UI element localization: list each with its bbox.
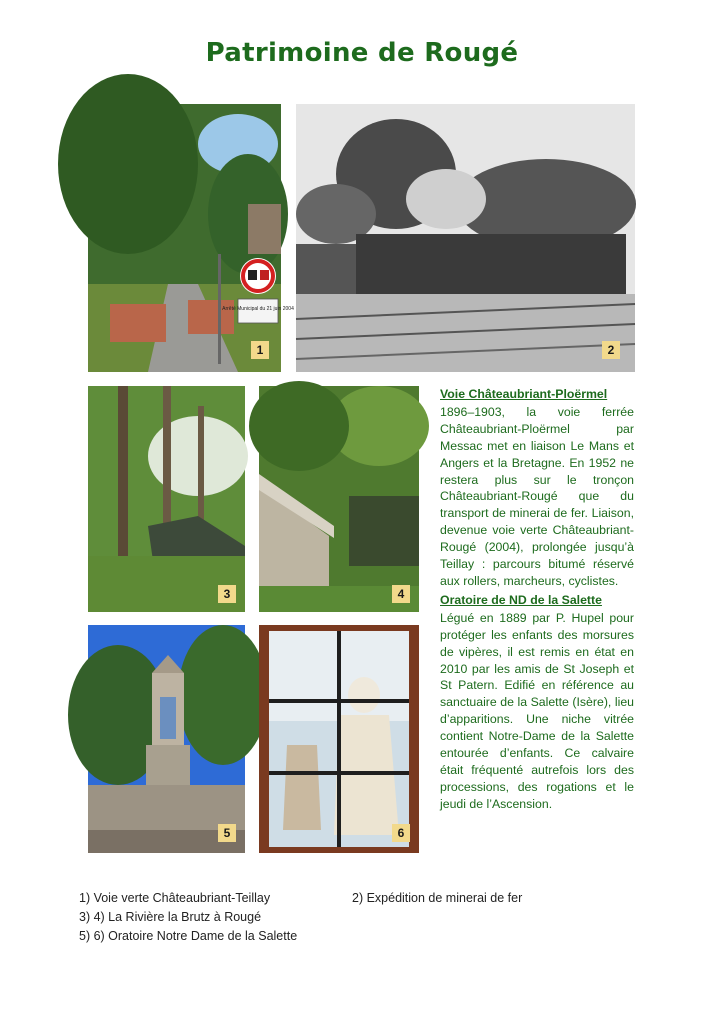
photo-number: 5 (218, 824, 236, 842)
caption-3: 3) 4) La Rivière la Brutz à Rougé (79, 910, 262, 924)
steam-train-photo (296, 104, 635, 372)
photo-number: 1 (251, 341, 269, 359)
road-sign-text: Arrêté Municipal du 21 juin 2004 (222, 306, 294, 312)
article-body: 1896–1903, la voie ferrée Châteaubriant-Ploërmel par Messac met en liaison Le Mans et Angers et la Bretagne. En 1952 ne restera plus sur le tronçon Châteaubriant-Rougé que du transport de minerai de fer. Liaison, devenue voie verte Châteaubriant-Rougé (2004), prolongée jusqu’à Teillay : parcours bitumé réservé aux rollers, marcheurs, cyclistes. (440, 404, 634, 588)
page-title: Patrimoine de Rougé (205, 38, 519, 68)
oratory-monument-photo (88, 625, 245, 853)
greenway-path-photo (88, 104, 294, 372)
article-heading: Voie Châteaubriant-Ploërmel (440, 387, 608, 401)
photo-number: 2 (602, 341, 620, 359)
photo-number: 6 (392, 824, 410, 842)
article-body: Légué en 1889 par P. Hupel pour protéger les enfants des morsures de vipères, il est remis en état en 2010 par les amis de St Joseph et St Patern. Edifié en référence au sanctuaire de la Salette (Isère), lieu d’apparitions. Une niche vitrée contient Notre-Dame de la Salette entourée d’enfants. Ce calvaire était fréquenté autrefois lors des processions, des rogations et le jeudi de l’Ascension. (440, 610, 634, 811)
river-trees-photo (88, 386, 245, 612)
articles-column (440, 386, 634, 815)
caption-2: 2) Expédition de minerai de fer (352, 891, 523, 905)
caption-4: 5) 6) Oratoire Notre Dame de la Salette (79, 929, 298, 943)
article-heading: Oratoire de ND de la Salette (440, 592, 602, 607)
stone-bridge-photo (259, 386, 419, 612)
statue-window-photo (259, 625, 419, 853)
photo-number: 4 (392, 585, 410, 603)
caption-1: 1) Voie verte Châteaubriant-Teillay (79, 891, 271, 905)
photo-number: 3 (218, 585, 236, 603)
